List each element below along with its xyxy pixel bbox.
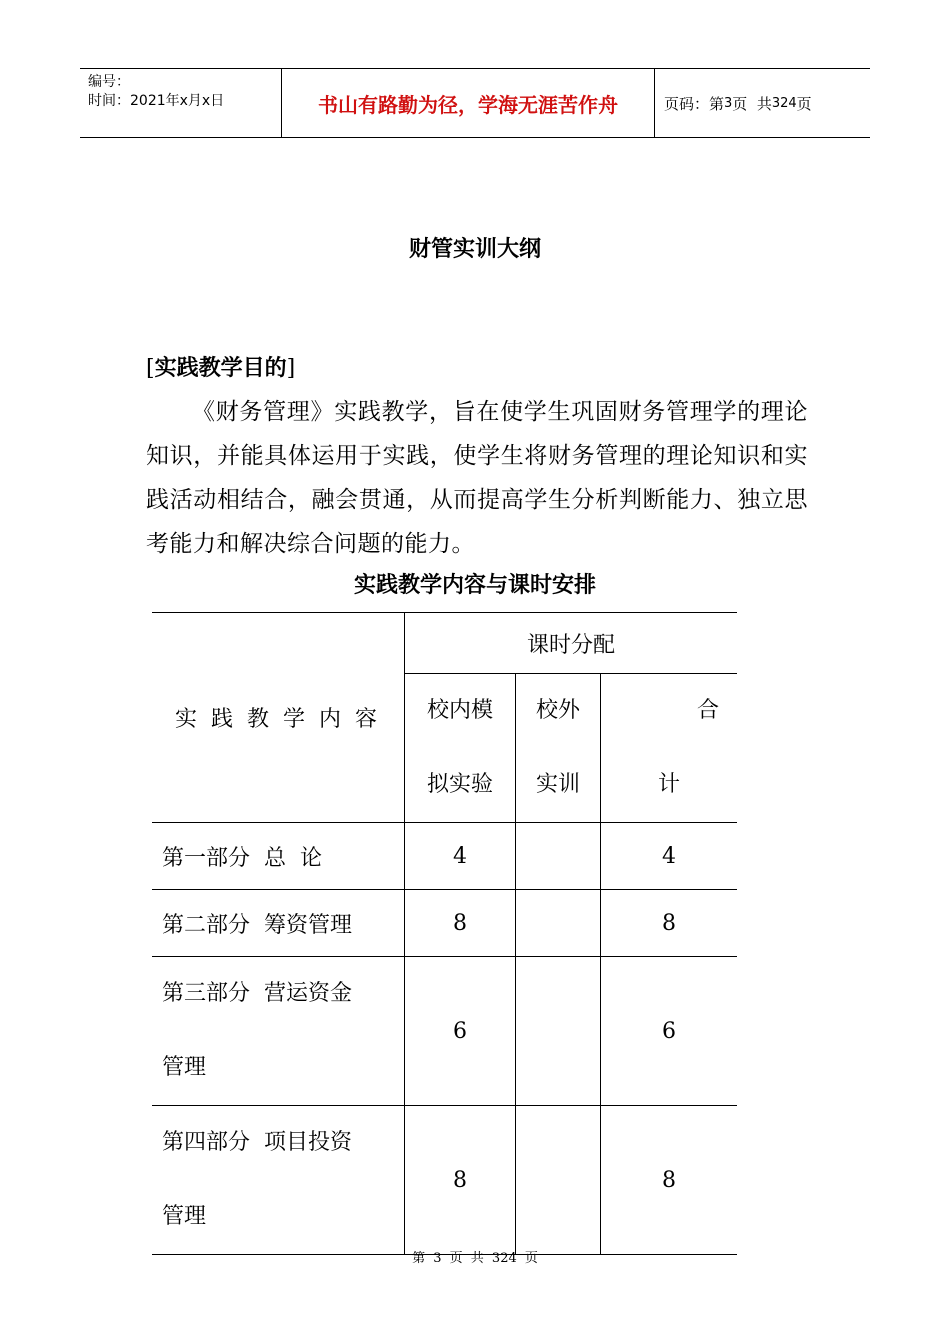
row-sim-hours: 6 xyxy=(405,957,516,1106)
row-label-line2: 管理 xyxy=(162,1204,207,1229)
row-total-hours: 4 xyxy=(601,823,738,890)
row-label-line1: 第三部分 营运资金 xyxy=(162,981,352,1006)
row-ext-hours xyxy=(516,1106,601,1255)
section-heading-text: 实践教学目的 xyxy=(154,356,287,381)
section-open-bracket: [ xyxy=(146,356,155,381)
section-heading xyxy=(146,351,295,382)
serial-label: 编号： xyxy=(88,74,130,90)
row-ext-hours xyxy=(516,823,601,890)
subheader-ext-line2: 实训 xyxy=(535,772,580,797)
page-footer: 第 3 页 共 324 页 xyxy=(412,1251,538,1266)
subheader-ext-line1: 校外 xyxy=(535,698,580,723)
page-suffix: 页 xyxy=(796,94,812,113)
row-ext-hours xyxy=(516,957,601,1106)
header-hours-cell: 课时分配 xyxy=(405,613,738,674)
header-meta xyxy=(80,69,280,137)
row-label xyxy=(152,957,405,1106)
row-sim-hours: 8 xyxy=(405,890,516,957)
row-label: 第一部分 总 论 xyxy=(152,823,405,890)
schedule-table xyxy=(152,612,737,1255)
row-ext-hours xyxy=(516,890,601,957)
subheader-ext-cell xyxy=(516,674,601,823)
header-motto: 书山有路勤为径，学海无涯苦作舟 xyxy=(281,69,655,137)
document-title: 财管实训大纲 xyxy=(408,237,541,262)
table-row xyxy=(152,823,737,890)
row-total-hours: 6 xyxy=(601,957,738,1106)
subheader-total-line1: 合 xyxy=(696,698,719,723)
purpose-paragraph: 《财务管理》实践教学，旨在使学生巩固财务管理学的理论知识，并能具体运用于实践，使学生将财务管理的理论知识和实践活动相结合，融会贯通，从而提高学生分析判断能力、独立思考能力和解决综合问题的能力。 xyxy=(146,399,808,557)
page-mid: 页 共 xyxy=(732,94,772,113)
page-current: 3 xyxy=(724,95,733,111)
table-row xyxy=(152,957,737,1106)
header-content-cell: 实践教学内容 xyxy=(152,613,405,823)
row-total-hours: 8 xyxy=(601,890,738,957)
page-header xyxy=(80,68,870,138)
subheader-sim-line2: 拟实验 xyxy=(426,772,493,797)
table-header-row xyxy=(152,613,737,674)
section-close-bracket: ] xyxy=(286,356,296,381)
row-label: 第二部分 筹资管理 xyxy=(152,890,405,957)
row-label-line1: 第四部分 项目投资 xyxy=(162,1130,352,1155)
subheader-total-cell xyxy=(601,674,738,823)
page-total: 324 xyxy=(771,95,797,111)
row-total-hours: 8 xyxy=(601,1106,738,1255)
date-label: 时间：2021年x月x日 xyxy=(88,93,225,109)
row-sim-hours: 8 xyxy=(405,1106,516,1255)
row-label xyxy=(152,1106,405,1255)
table-title: 实践教学内容与课时安排 xyxy=(353,573,596,598)
row-label-line2: 管理 xyxy=(162,1055,207,1080)
table-row xyxy=(152,1106,737,1255)
subheader-total-line2: 计 xyxy=(657,772,680,797)
row-sim-hours: 4 xyxy=(405,823,516,890)
table-row xyxy=(152,890,737,957)
subheader-sim-cell xyxy=(405,674,516,823)
page-prefix: 页码：第 xyxy=(664,94,725,113)
subheader-sim-line1: 校内模 xyxy=(426,698,493,723)
header-page-info xyxy=(654,69,870,137)
